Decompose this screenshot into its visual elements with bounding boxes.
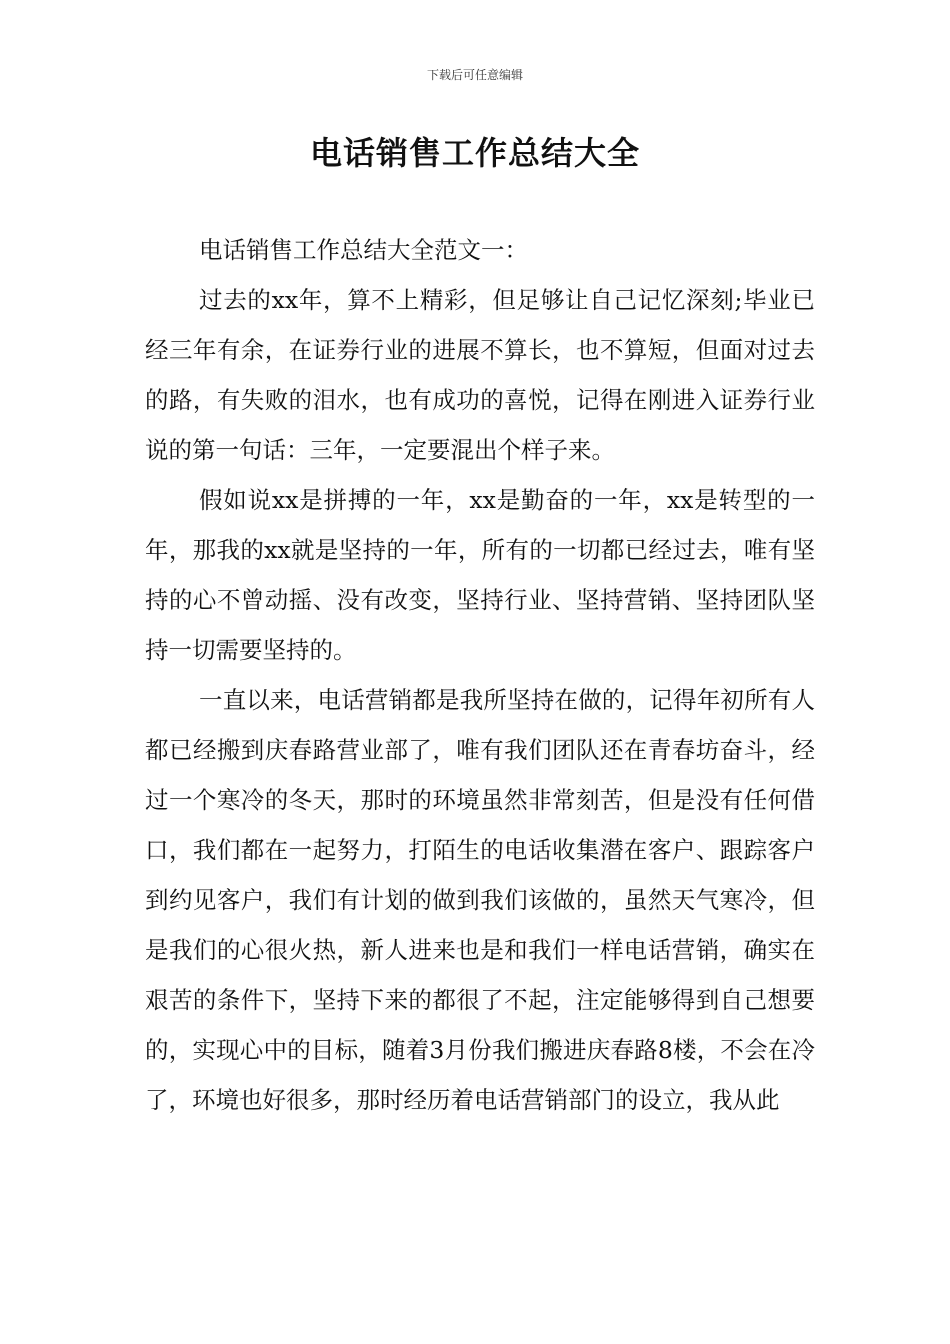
paragraph: 一直以来，电话营销都是我所坚持在做的，记得年初所有人都已经搬到庆春路营业部了，唯有我们团队还在青春坊奋斗，经过一个寒冷的冬天，那时的环境虽然非常刻苦，但是没有任何借口，我们都在一起努力，打陌生的电话收集潜在客户、跟踪客户到约见客户，我们有计划的做到我们该做的，虽然天气寒冷，但是我们的心很火热，新人进来也是和我们一样电话营销，确实在艰苦的条件下，坚持下来的都很了不起，注定能够得到自己想要的，实现心中的目标，随着3月份我们搬进庆春路8楼，不会在冷了，环境也好很多，那时经历着电话营销部门的设立，我从此: [145, 686, 815, 1114]
page-title: 电话销售工作总结大全: [309, 134, 640, 172]
paragraph: 过去的xx年，算不上精彩，但足够让自己记忆深刻;毕业已经三年有余，在证券行业的进展不算长，也不算短，但面对过去的路，有失败的泪水，也有成功的喜悦，记得在刚进入证券行业说的第一句话：三年，一定要混出个样子来。: [145, 286, 815, 464]
document-body: [145, 225, 815, 1125]
header-note: 下载后可任意编辑: [426, 68, 523, 82]
paragraph: 假如说xx是拼搏的一年，xx是勤奋的一年，xx是转型的一年，那我的xx就是坚持的一年，所有的一切都已经过去，唯有坚持的心不曾动摇、没有改变，坚持行业、坚持营销、坚持团队坚持一切需要坚持的。: [145, 486, 815, 664]
section-heading: 电话销售工作总结大全范文一：: [199, 236, 528, 264]
